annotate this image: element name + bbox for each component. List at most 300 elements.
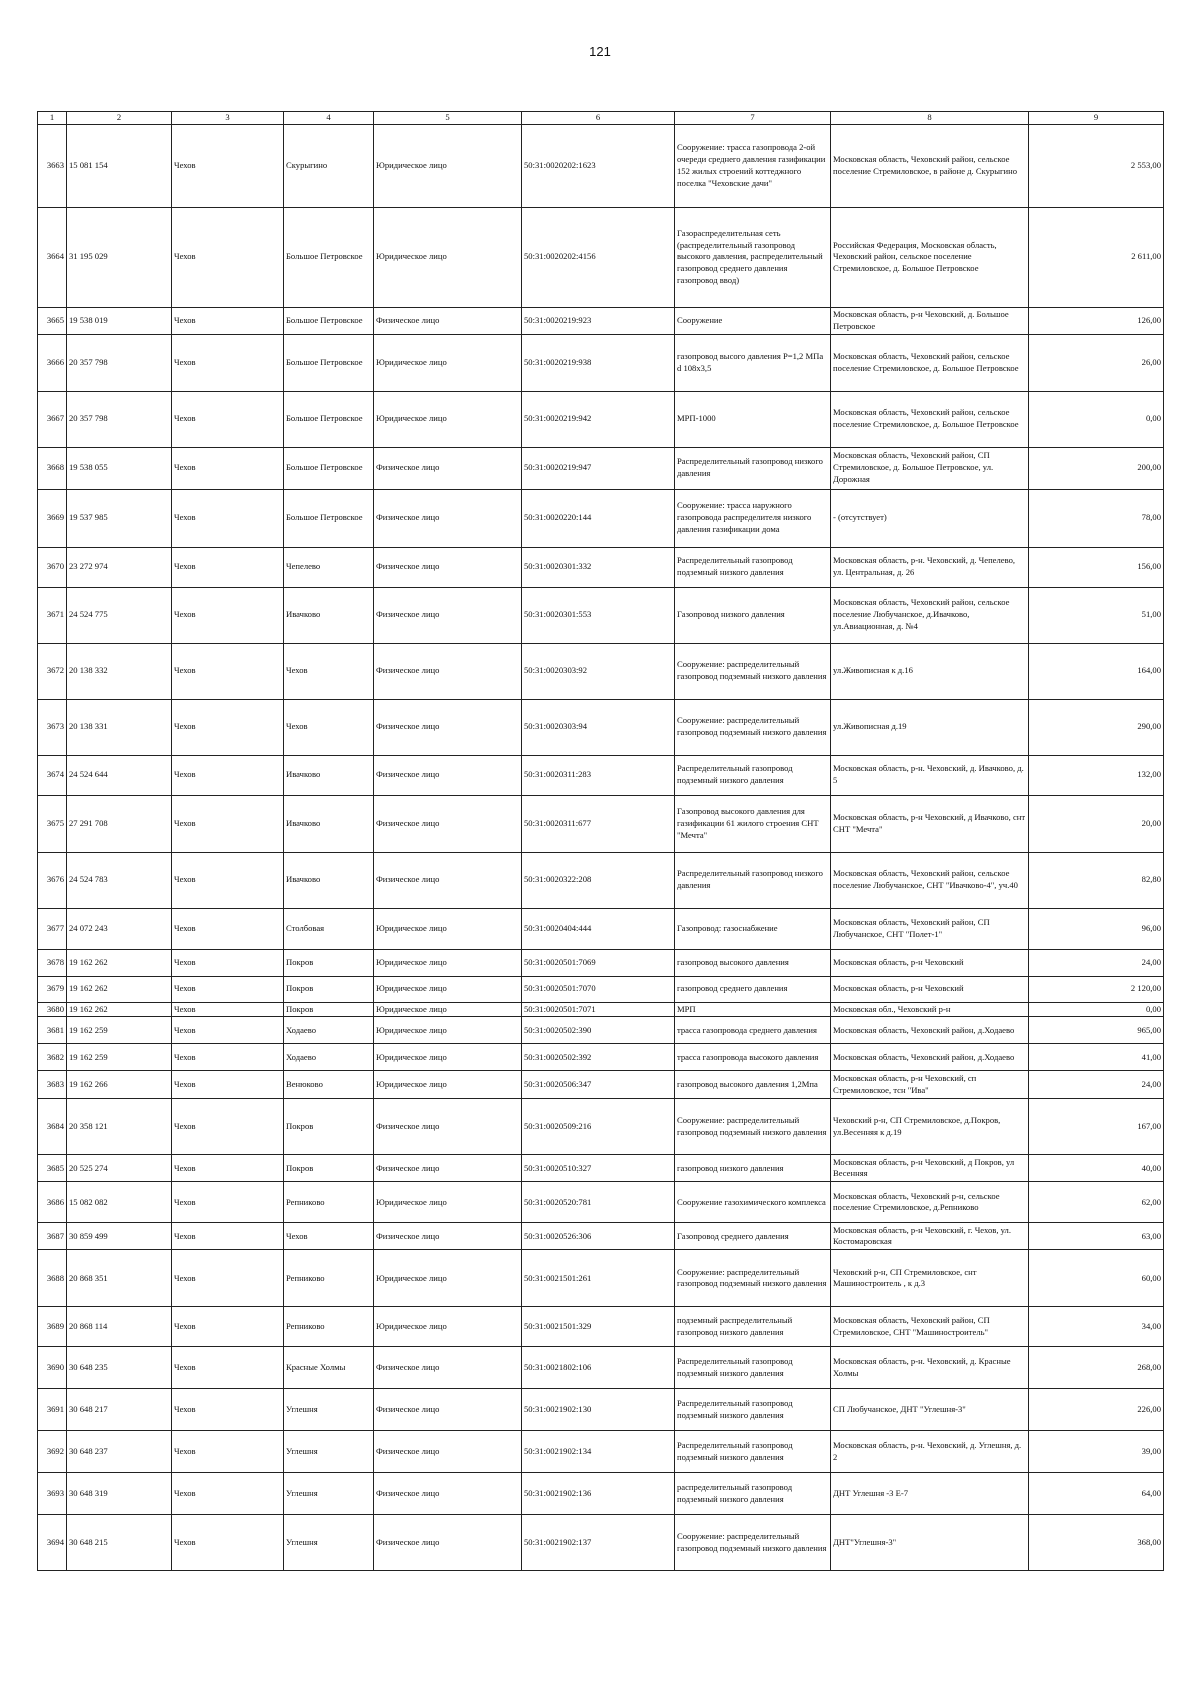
object-description: МРП-1000 [675, 391, 831, 447]
object-description: Распределительный газопровод подземный низкого давления [675, 547, 831, 587]
locality: Столбовая [284, 908, 374, 949]
length-value: 2 553,00 [1029, 124, 1164, 207]
cadastral-number: 50:31:0020301:332 [522, 547, 675, 587]
municipality: Чехов [172, 1389, 284, 1431]
locality: Репниково [284, 1250, 374, 1307]
locality: Репниково [284, 1307, 374, 1347]
row-number: 3689 [38, 1307, 67, 1347]
object-description: Распределительный газопровод низкого давления [675, 852, 831, 908]
table-row [38, 1071, 1164, 1099]
length-value: 78,00 [1029, 489, 1164, 547]
row-number: 3671 [38, 587, 67, 643]
table-row [38, 587, 1164, 643]
table-row [38, 949, 1164, 976]
municipality: Чехов [172, 207, 284, 307]
column-header: 1 [38, 112, 67, 125]
length-value: 82,80 [1029, 852, 1164, 908]
object-description: Газопровод среднего давления [675, 1223, 831, 1250]
owner-type: Физическое лицо [374, 1347, 522, 1389]
table-row [38, 124, 1164, 207]
object-id: 19 162 259 [67, 1017, 172, 1044]
owner-type: Физическое лицо [374, 1515, 522, 1571]
address: Московская область, р-н Чеховский [831, 949, 1029, 976]
length-value: 2 120,00 [1029, 976, 1164, 1002]
row-number: 3670 [38, 547, 67, 587]
length-value: 126,00 [1029, 307, 1164, 334]
cadastral-number: 50:31:0020502:390 [522, 1017, 675, 1044]
address: Чеховский р-н, СП Стремиловское, снт Машиностроитель , к д.3 [831, 1250, 1029, 1307]
address: Московская область, Чеховский район, сельское поселение Стремиловское, д. Большое Петровское [831, 391, 1029, 447]
owner-type: Юридическое лицо [374, 1017, 522, 1044]
object-description: газопровод низкого давления [675, 1155, 831, 1182]
table-row [38, 489, 1164, 547]
length-value: 167,00 [1029, 1099, 1164, 1155]
table-row [38, 1431, 1164, 1473]
municipality: Чехов [172, 547, 284, 587]
owner-type: Физическое лицо [374, 489, 522, 547]
municipality: Чехов [172, 755, 284, 795]
cadastral-number: 50:31:0020219:947 [522, 447, 675, 489]
length-value: 41,00 [1029, 1044, 1164, 1071]
owner-type: Юридическое лицо [374, 976, 522, 1002]
owner-type: Физическое лицо [374, 587, 522, 643]
table-row [38, 1515, 1164, 1571]
municipality: Чехов [172, 124, 284, 207]
object-description: Газопровод высокого давления для газификации 61 жилого строения СНТ "Мечта" [675, 795, 831, 852]
address: Московская область, р-н Чеховский, д Ивачково, снт СНТ "Мечта" [831, 795, 1029, 852]
address: Московская область, р-н. Чеховский, д. Чепелево, ул. Центральная, д. 26 [831, 547, 1029, 587]
municipality: Чехов [172, 852, 284, 908]
object-id: 20 138 331 [67, 699, 172, 755]
object-id: 19 162 262 [67, 976, 172, 1002]
address: Московская область, Чеховский район, д.Ходаево [831, 1044, 1029, 1071]
object-id: 30 648 319 [67, 1473, 172, 1515]
row-number: 3690 [38, 1347, 67, 1389]
row-number: 3665 [38, 307, 67, 334]
object-description: Сооружение: трасса наружного газопровода распределителя низкого давления газификации дома [675, 489, 831, 547]
table-row [38, 1347, 1164, 1389]
municipality: Чехов [172, 643, 284, 699]
object-id: 19 162 262 [67, 1002, 172, 1017]
object-id: 20 868 114 [67, 1307, 172, 1347]
municipality: Чехов [172, 1071, 284, 1099]
column-header: 5 [374, 112, 522, 125]
object-id: 31 195 029 [67, 207, 172, 307]
object-description: Сооружение: распределительный газопровод подземный низкого давления [675, 699, 831, 755]
length-value: 268,00 [1029, 1347, 1164, 1389]
cadastral-number: 50:31:0020509:216 [522, 1099, 675, 1155]
cadastral-number: 50:31:0020526:306 [522, 1223, 675, 1250]
cadastral-number: 50:31:0020501:7069 [522, 949, 675, 976]
municipality: Чехов [172, 949, 284, 976]
municipality: Чехов [172, 908, 284, 949]
object-id: 24 524 644 [67, 755, 172, 795]
municipality: Чехов [172, 1250, 284, 1307]
object-description: Распределительный газопровод подземный низкого давления [675, 1389, 831, 1431]
table-row [38, 908, 1164, 949]
object-id: 24 524 783 [67, 852, 172, 908]
cadastral-number: 50:31:0020202:1623 [522, 124, 675, 207]
address: Московская обл., Чеховский р-н [831, 1002, 1029, 1017]
column-header: 6 [522, 112, 675, 125]
cadastral-number: 50:31:0021902:134 [522, 1431, 675, 1473]
object-id: 20 358 121 [67, 1099, 172, 1155]
object-description: газопровод высокого давления [675, 949, 831, 976]
address: Чеховский р-н, СП Стремиловское, д.Покров, ул.Весенняя к д.19 [831, 1099, 1029, 1155]
cadastral-number: 50:31:0021902:137 [522, 1515, 675, 1571]
row-number: 3687 [38, 1223, 67, 1250]
row-number: 3675 [38, 795, 67, 852]
locality: Большое Петровское [284, 307, 374, 334]
municipality: Чехов [172, 1307, 284, 1347]
cadastral-number: 50:31:0020510:327 [522, 1155, 675, 1182]
address: Московская область, р-н Чеховский [831, 976, 1029, 1002]
length-value: 200,00 [1029, 447, 1164, 489]
address: Московская область, р-н Чеховский, д. Большое Петровское [831, 307, 1029, 334]
length-value: 164,00 [1029, 643, 1164, 699]
locality: Углешня [284, 1473, 374, 1515]
object-id: 23 272 974 [67, 547, 172, 587]
row-number: 3673 [38, 699, 67, 755]
length-value: 0,00 [1029, 391, 1164, 447]
page-number: 121 [589, 44, 611, 59]
table-row [38, 1002, 1164, 1017]
address: ул.Живописная д.19 [831, 699, 1029, 755]
object-description: Сооружение: распределительный газопровод подземный низкого давления [675, 643, 831, 699]
municipality: Чехов [172, 1155, 284, 1182]
municipality: Чехов [172, 1223, 284, 1250]
row-number: 3681 [38, 1017, 67, 1044]
locality: Венюково [284, 1071, 374, 1099]
row-number: 3674 [38, 755, 67, 795]
object-id: 30 859 499 [67, 1223, 172, 1250]
row-number: 3666 [38, 334, 67, 391]
cadastral-number: 50:31:0020502:392 [522, 1044, 675, 1071]
cadastral-number: 50:31:0020322:208 [522, 852, 675, 908]
locality: Скурыгино [284, 124, 374, 207]
object-description: Сооружение: распределительный газопровод подземный низкого давления [675, 1099, 831, 1155]
owner-type: Физическое лицо [374, 1223, 522, 1250]
table-row [38, 1473, 1164, 1515]
cadastral-number: 50:31:0021501:329 [522, 1307, 675, 1347]
table-row [38, 1389, 1164, 1431]
row-number: 3688 [38, 1250, 67, 1307]
object-id: 19 537 985 [67, 489, 172, 547]
municipality: Чехов [172, 795, 284, 852]
row-number: 3692 [38, 1431, 67, 1473]
object-description: трасса газопровода высокого давления [675, 1044, 831, 1071]
municipality: Чехов [172, 1347, 284, 1389]
table-row [38, 795, 1164, 852]
municipality: Чехов [172, 1044, 284, 1071]
table-body [38, 124, 1164, 1571]
locality: Чепелево [284, 547, 374, 587]
object-description: МРП [675, 1002, 831, 1017]
cadastral-number: 50:31:0020219:923 [522, 307, 675, 334]
locality: Ходаево [284, 1017, 374, 1044]
owner-type: Физическое лицо [374, 852, 522, 908]
column-header: 4 [284, 112, 374, 125]
address: ул.Живописная к д.16 [831, 643, 1029, 699]
locality: Красные Холмы [284, 1347, 374, 1389]
length-value: 20,00 [1029, 795, 1164, 852]
row-number: 3680 [38, 1002, 67, 1017]
address: Московская область, Чеховский район, сельское поселение Стремиловское, в районе д. Скурыгино [831, 124, 1029, 207]
owner-type: Физическое лицо [374, 1099, 522, 1155]
address: Московская область, Чеховский район, СП Стремиловское, д. Большое Петровское, ул. Дорожная [831, 447, 1029, 489]
row-number: 3683 [38, 1071, 67, 1099]
table-row [38, 1017, 1164, 1044]
municipality: Чехов [172, 699, 284, 755]
municipality: Чехов [172, 1182, 284, 1223]
address: ДНТ"Углешня-3" [831, 1515, 1029, 1571]
cadastral-number: 50:31:0020219:938 [522, 334, 675, 391]
column-header: 3 [172, 112, 284, 125]
owner-type: Физическое лицо [374, 699, 522, 755]
length-value: 39,00 [1029, 1431, 1164, 1473]
locality: Большое Петровское [284, 207, 374, 307]
owner-type: Юридическое лицо [374, 1250, 522, 1307]
object-id: 30 648 237 [67, 1431, 172, 1473]
owner-type: Юридическое лицо [374, 1002, 522, 1017]
object-description: Сооружение [675, 307, 831, 334]
length-value: 63,00 [1029, 1223, 1164, 1250]
locality: Большое Петровское [284, 334, 374, 391]
owner-type: Физическое лицо [374, 795, 522, 852]
object-description: Газопровод низкого давления [675, 587, 831, 643]
locality: Большое Петровское [284, 391, 374, 447]
length-value: 132,00 [1029, 755, 1164, 795]
length-value: 368,00 [1029, 1515, 1164, 1571]
row-number: 3686 [38, 1182, 67, 1223]
owner-type: Юридическое лицо [374, 334, 522, 391]
table-row [38, 447, 1164, 489]
column-number-row [38, 112, 1164, 125]
object-id: 15 082 082 [67, 1182, 172, 1223]
object-id: 19 538 055 [67, 447, 172, 489]
row-number: 3682 [38, 1044, 67, 1071]
column-header: 9 [1029, 112, 1164, 125]
column-header: 7 [675, 112, 831, 125]
address: Московская область, Чеховский р-н, сельское поселение Стремиловское, д.Репниково [831, 1182, 1029, 1223]
municipality: Чехов [172, 1002, 284, 1017]
cadastral-number: 50:31:0020501:7070 [522, 976, 675, 1002]
locality: Ивачково [284, 587, 374, 643]
owner-type: Юридическое лицо [374, 124, 522, 207]
municipality: Чехов [172, 1431, 284, 1473]
registry-table [37, 111, 1164, 1571]
address: Московская область, Чеховский район, сельское поселение Любучанское, СНТ "Ивачково-4", уч.40 [831, 852, 1029, 908]
object-description: Сооружение: трасса газопровода 2-ой очереди среднего давления газификации 152 жилых строений коттеджного поселка "Чеховские дачи" [675, 124, 831, 207]
cadastral-number: 50:31:0021802:106 [522, 1347, 675, 1389]
object-id: 30 648 217 [67, 1389, 172, 1431]
row-number: 3694 [38, 1515, 67, 1571]
object-id: 15 081 154 [67, 124, 172, 207]
table-row [38, 1307, 1164, 1347]
address: Российская Федерация, Московская область, Чеховский район, сельское поселение Стремиловское, д. Большое Петровское [831, 207, 1029, 307]
owner-type: Юридическое лицо [374, 908, 522, 949]
municipality: Чехов [172, 1017, 284, 1044]
cadastral-number: 50:31:0020520:781 [522, 1182, 675, 1223]
cadastral-number: 50:31:0020219:942 [522, 391, 675, 447]
row-number: 3678 [38, 949, 67, 976]
table-row [38, 1223, 1164, 1250]
row-number: 3679 [38, 976, 67, 1002]
locality: Углешня [284, 1431, 374, 1473]
object-id: 19 162 259 [67, 1044, 172, 1071]
address: Московская область, р-н Чеховский, д Покров, ул Весенняя [831, 1155, 1029, 1182]
row-number: 3676 [38, 852, 67, 908]
owner-type: Юридическое лицо [374, 1044, 522, 1071]
length-value: 26,00 [1029, 334, 1164, 391]
length-value: 51,00 [1029, 587, 1164, 643]
row-number: 3672 [38, 643, 67, 699]
address: СП Любучанское, ДНТ "Углешня-3" [831, 1389, 1029, 1431]
object-id: 19 162 262 [67, 949, 172, 976]
table-row [38, 391, 1164, 447]
cadastral-number: 50:31:0020303:92 [522, 643, 675, 699]
cadastral-number: 50:31:0020501:7071 [522, 1002, 675, 1017]
municipality: Чехов [172, 1099, 284, 1155]
locality: Покров [284, 976, 374, 1002]
table-row [38, 1250, 1164, 1307]
address: - (отсутствует) [831, 489, 1029, 547]
table-row [38, 1044, 1164, 1071]
row-number: 3669 [38, 489, 67, 547]
owner-type: Юридическое лицо [374, 1182, 522, 1223]
cadastral-number: 50:31:0020303:94 [522, 699, 675, 755]
table-row [38, 976, 1164, 1002]
object-id: 19 162 266 [67, 1071, 172, 1099]
address: Московская область, Чеховский район, д.Ходаево [831, 1017, 1029, 1044]
cadastral-number: 50:31:0020202:4156 [522, 207, 675, 307]
length-value: 96,00 [1029, 908, 1164, 949]
municipality: Чехов [172, 307, 284, 334]
cadastral-number: 50:31:0021902:130 [522, 1389, 675, 1431]
locality: Репниково [284, 1182, 374, 1223]
length-value: 62,00 [1029, 1182, 1164, 1223]
municipality: Чехов [172, 1473, 284, 1515]
length-value: 965,00 [1029, 1017, 1164, 1044]
length-value: 24,00 [1029, 949, 1164, 976]
table-row [38, 1099, 1164, 1155]
object-id: 19 538 019 [67, 307, 172, 334]
length-value: 290,00 [1029, 699, 1164, 755]
locality: Ивачково [284, 795, 374, 852]
object-description: трасса газопровода среднего давления [675, 1017, 831, 1044]
locality: Ивачково [284, 852, 374, 908]
cadastral-number: 50:31:0021902:136 [522, 1473, 675, 1515]
address: Московская область, р-н Чеховский, г. Чехов, ул. Костомаровская [831, 1223, 1029, 1250]
locality: Ходаево [284, 1044, 374, 1071]
locality: Углешня [284, 1389, 374, 1431]
municipality: Чехов [172, 1515, 284, 1571]
row-number: 3664 [38, 207, 67, 307]
locality: Большое Петровское [284, 447, 374, 489]
object-description: Сооружение газохимического комплекса [675, 1182, 831, 1223]
cadastral-number: 50:31:0020220:144 [522, 489, 675, 547]
object-description: Распределительный газопровод подземный низкого давления [675, 1431, 831, 1473]
object-id: 20 868 351 [67, 1250, 172, 1307]
locality: Чехов [284, 1223, 374, 1250]
length-value: 226,00 [1029, 1389, 1164, 1431]
cadastral-number: 50:31:0020506:347 [522, 1071, 675, 1099]
owner-type: Юридическое лицо [374, 949, 522, 976]
object-id: 24 524 775 [67, 587, 172, 643]
locality: Покров [284, 1099, 374, 1155]
address: ДНТ Углешня -3 Е-7 [831, 1473, 1029, 1515]
table-row [38, 699, 1164, 755]
object-description: Сооружение: распределительный газопровод подземный низкого давления [675, 1250, 831, 1307]
municipality: Чехов [172, 334, 284, 391]
object-id: 20 525 274 [67, 1155, 172, 1182]
table-row [38, 547, 1164, 587]
address: Московская область, р-н. Чеховский, д. Углешня, д. 2 [831, 1431, 1029, 1473]
locality: Большое Петровское [284, 489, 374, 547]
locality: Покров [284, 1155, 374, 1182]
address: Московская область, Чеховский район, СП Стремиловское, СНТ "Машиностроитель" [831, 1307, 1029, 1347]
object-description: Распределительный газопровод подземный низкого давления [675, 1347, 831, 1389]
table-row [38, 1182, 1164, 1223]
object-description: Распределительный газопровод подземный низкого давления [675, 755, 831, 795]
table-row [38, 207, 1164, 307]
row-number: 3663 [38, 124, 67, 207]
municipality: Чехов [172, 391, 284, 447]
owner-type: Юридическое лицо [374, 1307, 522, 1347]
municipality: Чехов [172, 489, 284, 547]
owner-type: Физическое лицо [374, 547, 522, 587]
object-id: 30 648 235 [67, 1347, 172, 1389]
table-row [38, 334, 1164, 391]
object-description: Газопровод: газоснабжение [675, 908, 831, 949]
municipality: Чехов [172, 587, 284, 643]
object-description: газопровод высого давления P=1,2 МПа d 108x3,5 [675, 334, 831, 391]
length-value: 40,00 [1029, 1155, 1164, 1182]
owner-type: Юридическое лицо [374, 1071, 522, 1099]
table-row [38, 1155, 1164, 1182]
row-number: 3677 [38, 908, 67, 949]
locality: Покров [284, 949, 374, 976]
row-number: 3693 [38, 1473, 67, 1515]
cadastral-number: 50:31:0020311:677 [522, 795, 675, 852]
municipality: Чехов [172, 447, 284, 489]
object-description: Газораспределительная сеть (распределительный газопровод высокого давления, распределительный газопровод среднего давления газопровод ввод) [675, 207, 831, 307]
address: Московская область, р-н. Чеховский, д. Ивачково, д. 5 [831, 755, 1029, 795]
locality: Чехов [284, 699, 374, 755]
table-row [38, 755, 1164, 795]
object-id: 20 357 798 [67, 334, 172, 391]
row-number: 3667 [38, 391, 67, 447]
length-value: 64,00 [1029, 1473, 1164, 1515]
object-description: Распределительный газопровод низкого давления [675, 447, 831, 489]
length-value: 24,00 [1029, 1071, 1164, 1099]
owner-type: Физическое лицо [374, 1389, 522, 1431]
object-description: распределительный газопровод подземный низкого давления [675, 1473, 831, 1515]
row-number: 3691 [38, 1389, 67, 1431]
locality: Покров [284, 1002, 374, 1017]
owner-type: Физическое лицо [374, 755, 522, 795]
length-value: 156,00 [1029, 547, 1164, 587]
object-description: подземный распределительный газопровод низкого давления [675, 1307, 831, 1347]
owner-type: Физическое лицо [374, 307, 522, 334]
table-row [38, 307, 1164, 334]
cadastral-number: 50:31:0020311:283 [522, 755, 675, 795]
cadastral-number: 50:31:0020404:444 [522, 908, 675, 949]
cadastral-number: 50:31:0020301:553 [522, 587, 675, 643]
owner-type: Физическое лицо [374, 447, 522, 489]
object-id: 20 138 332 [67, 643, 172, 699]
locality: Ивачково [284, 755, 374, 795]
